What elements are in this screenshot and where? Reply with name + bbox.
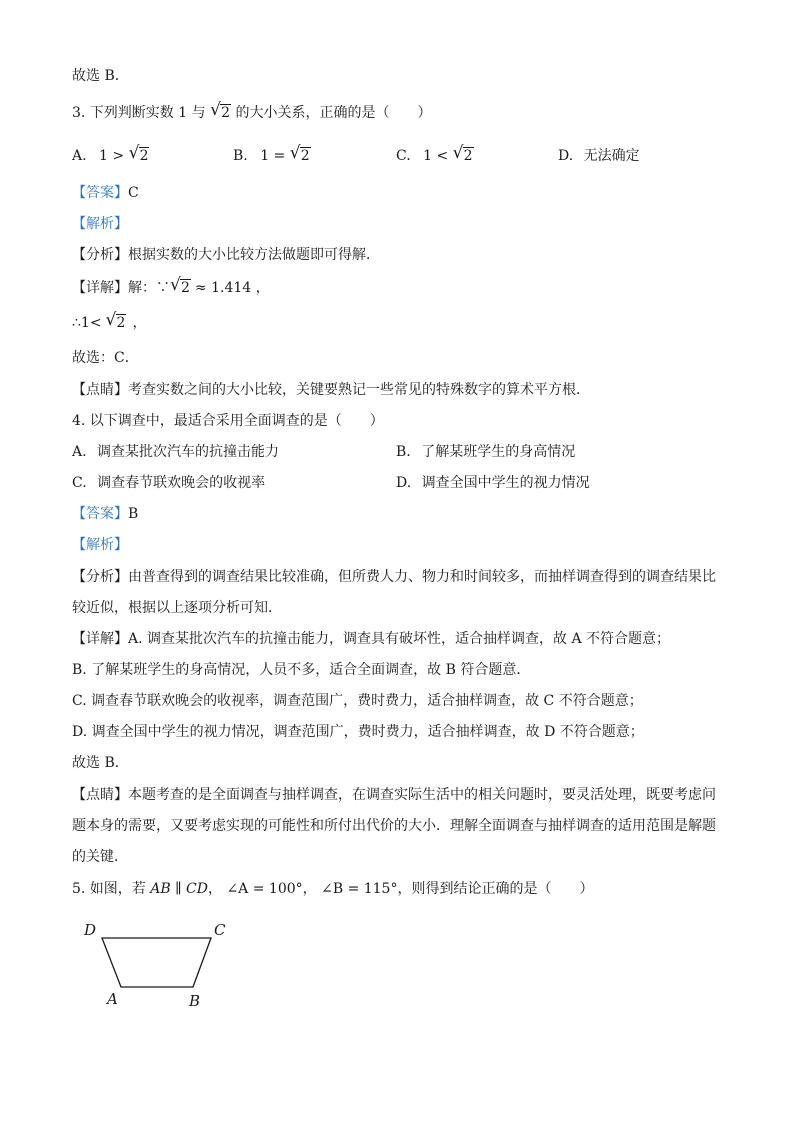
segment-ab: AB [150,881,171,897]
sqrt-symbol [170,278,191,298]
q3-dianjing [72,380,590,400]
q3-option-b [233,146,311,166]
q3-xiangjie [72,278,270,298]
q4-dianjing-line2: 题本身的需要，又要考虑实现的可能性和所付出代价的大小．理解全面调查与抽样调查的适用范围是解题 [72,818,716,834]
q4-option-b [396,442,575,462]
option-lhs: 1 > [99,148,125,164]
dianjing-text: 本题考查的是全面调查与抽样调查，在调查实际生活中的相关问题时，要灵活处理，既要考虑问 [128,787,716,803]
q5-stem: 5. 如图，若 AB ∥ CD， ∠A = 100°， ∠B = 115°，则得到结论正确的是（ ） [72,881,594,897]
q3-fenxi [72,245,380,265]
answer-label: 【答案】 [72,506,128,522]
option-key: B. [396,444,411,460]
option-lhs: 1 = [260,148,286,164]
option-key: D. [558,148,574,164]
q3-therefore [72,313,146,333]
option-text: 调查全国中学生的视力情况 [421,475,590,491]
q4-xiangjie-c: C. 调查春节联欢晚会的收视率，调查范围广，费时费力，适合抽样调查，故 C 不符合题意； [72,693,643,709]
dianjing-label: 【点睛】 [72,382,128,398]
option-text: 无法确定 [583,148,640,164]
dianjing-label: 【点睛】 [72,787,128,803]
q3-conclusion: 故选：C． [72,350,139,366]
option-key: C. [396,148,411,164]
q3-stem-radicand: 2 [221,105,230,121]
option-text: 调查春节联欢晚会的收视率 [97,475,266,491]
q4-fenxi [72,567,716,587]
option-radicand: 2 [300,148,310,164]
option-key: D. [396,475,412,491]
xiangjie-post: ≈ 1.414 ， [194,280,270,296]
q4-xiangjie-b: B. 了解某班学生的身高情况，人员不多，适合全面调查，故 B 符合题意． [72,662,531,678]
answer-label: 【答案】 [72,185,128,201]
option-radicand: 2 [139,148,149,164]
q4-xiangjie [72,629,670,649]
q5-stem-a: 5. 如图，若 [72,881,146,897]
option-lhs: 1 < [423,148,449,164]
parallel-symbol: ∥ [175,881,182,897]
answer-value: C [128,185,139,201]
angle-a: ∠A = 100° [226,881,303,897]
sqrt-symbol [106,313,127,333]
sqrt-symbol [453,146,474,166]
therefore-radicand: 2 [116,315,126,331]
q3-stem-a: 3. 下列判断实数 1 与 [72,105,206,121]
xiangjie-radicand: 2 [181,280,190,296]
q4-fenxi-line2: 较近似，根据以上逐项分析可知． [72,600,282,616]
trapezoid-figure [80,915,240,1015]
q4-analysis-label: 【解析】 [72,537,128,553]
q4-answer [72,504,138,524]
q4-conclusion: 故选 B． [72,755,129,771]
option-key: B. [233,148,248,164]
option-key: C. [72,475,87,491]
vertex-label-a: A [107,990,118,1008]
q3-answer [72,183,139,203]
fenxi-text: 根据实数的大小比较方法做题即可得解． [128,247,380,263]
trapezoid-shape [102,938,211,987]
q4-option-d [396,473,590,493]
q4-option-c [72,473,265,493]
therefore-pre: ∴1< [72,315,102,331]
segment-cd: CD [186,881,208,897]
vertex-label-d: D [84,921,97,939]
xiangjie-a: A. 调查某批次汽车的抗撞击能力，调查具有破坏性，适合抽样调查，故 A 不符合题意； [128,631,671,647]
answer-value: B [128,506,139,522]
q3-analysis-label: 【解析】 [72,216,128,232]
q4-xiangjie-d: D. 调查全国中学生的视力情况，调查范围广，费时费力，适合抽样调查，故 D 不符合题意； [72,724,644,740]
q3-option-d [558,146,640,166]
xiangjie-pre: 解：∵ [128,280,170,296]
dianjing-text: 考查实数之间的大小比较，关键要熟记一些常见的特殊数字的算术平方根． [128,382,590,398]
q3-stem [72,103,431,123]
fenxi-text: 由普查得到的调查结果比较准确，但所费人力、物力和时间较多，而抽样调查得到的调查结果比 [128,569,716,585]
vertex-label-b: B [189,992,201,1010]
xiangjie-label: 【详解】 [72,631,128,647]
option-key: A. [72,148,87,164]
q4-stem: 4. 以下调查中，最适合采用全面调查的是（ ） [72,413,384,429]
option-text: 了解某班学生的身高情况 [421,444,576,460]
fenxi-label: 【分析】 [72,569,128,585]
q4-option-a [72,442,279,462]
option-radicand: 2 [463,148,473,164]
option-text: 调查某批次汽车的抗撞击能力 [97,444,280,460]
sqrt-symbol [129,146,150,166]
q3-stem-b: 的大小关系，正确的是（ ） [235,105,432,121]
sqrt-symbol [290,146,311,166]
sqrt-symbol [210,103,231,123]
fenxi-label: 【分析】 [72,247,128,263]
q5-stem-b: ，则得到结论正确的是（ ） [397,881,594,897]
q3-option-a [72,146,149,166]
q4-dianjing-line3: 的关键． [72,849,128,865]
option-key: A. [72,444,87,460]
angle-b: ∠B = 115° [321,881,398,897]
xiangjie-label: 【详解】 [72,280,128,296]
therefore-post: ， [132,315,147,331]
q4-dianjing [72,785,716,805]
q3-option-c [396,146,474,166]
vertex-label-c: C [214,921,226,939]
prev-conclusion: 故选 B． [72,68,129,84]
